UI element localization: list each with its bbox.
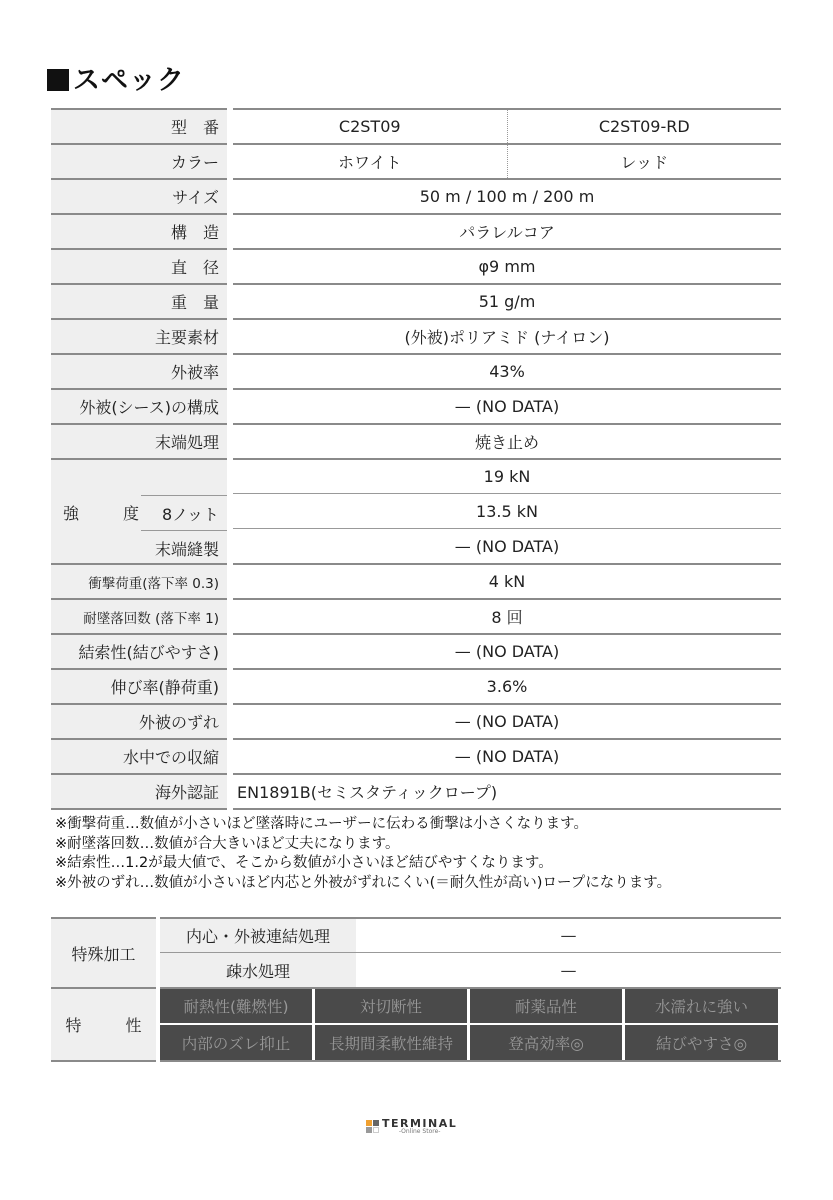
feature-cell: 対切断性 (315, 989, 467, 1023)
strength-sub-label (141, 460, 227, 495)
color-red: レッド (507, 145, 782, 178)
spec-row (51, 563, 781, 598)
model-red: C2ST09-RD (507, 110, 782, 143)
spec-value: 8 回 (233, 598, 781, 633)
spec-row (51, 213, 781, 248)
spec-row-model (51, 108, 781, 143)
spec-row (51, 318, 781, 353)
spec-label: サイズ (51, 178, 227, 213)
processing-row (51, 917, 781, 987)
features-grid (160, 987, 781, 1060)
spec-label: カラー (51, 143, 227, 178)
feature-cell: 耐熱性(難燃性) (160, 989, 312, 1023)
strength-sub-label: 末端縫製 (141, 530, 227, 565)
spec-value: — (NO DATA) (233, 388, 781, 423)
feature-cell: 結びやすさ◎ (625, 1025, 778, 1060)
note: ※耐墜落回数…数値が合大きいほど丈夫になります。 (55, 835, 400, 852)
spec-value: — (NO DATA) (233, 738, 781, 773)
spec-value: 51 g/m (233, 283, 781, 318)
strength-value: — (NO DATA) (233, 528, 781, 563)
spec-row (51, 703, 781, 738)
spec-row (51, 633, 781, 668)
color-white: ホワイト (337, 153, 402, 172)
spec-value: 43% (233, 353, 781, 388)
spec-row (51, 668, 781, 703)
spec-value: — (NO DATA) (233, 703, 781, 738)
spec-table (51, 108, 781, 808)
spec-label: 伸び率(静荷重) (51, 668, 227, 703)
page-title: スペック (47, 58, 185, 97)
spec-label: 衝撃荷重(落下率 0.3) (51, 563, 227, 598)
processing-label: 特殊加工 (51, 917, 156, 987)
spec-value (233, 143, 781, 178)
logo-name: TERMINAL (382, 1117, 458, 1130)
spec-label: 重 量 (51, 283, 227, 318)
spec-label: 主要素材 (51, 318, 227, 353)
model-white: C2ST09 (338, 117, 401, 136)
logo-grid-icon (366, 1120, 379, 1133)
spec-row (51, 773, 781, 808)
spec-value: 焼き止め (233, 423, 781, 458)
spec-value: — (NO DATA) (233, 633, 781, 668)
feature-cell: 内部のズレ抑止 (160, 1025, 312, 1060)
spec-row (51, 388, 781, 423)
spec-label: 直 径 (51, 248, 227, 283)
square-bullet-icon (47, 69, 69, 91)
spec-row (51, 423, 781, 458)
spec-label: 海外認証 (51, 773, 227, 808)
features-label: 特 性 (51, 987, 156, 1060)
special-table (51, 917, 781, 1062)
processing-item-value: — (356, 917, 781, 952)
spec-label: 末端処理 (51, 423, 227, 458)
spec-value: 4 kN (233, 563, 781, 598)
features-row (51, 987, 781, 1060)
processing-item-value: — (356, 952, 781, 987)
spec-label: 結索性(結びやすさ) (51, 633, 227, 668)
feature-cell: 長期間柔軟性維持 (315, 1025, 467, 1060)
processing-item-label: 内心・外被連結処理 (160, 917, 356, 952)
spec-label: 外被率 (51, 353, 227, 388)
note: ※外被のずれ…数値が小さいほど内芯と外被がずれにくい(＝耐久性が高い)ロープになります。 (55, 874, 672, 891)
feature-cell: 登高効率◎ (470, 1025, 622, 1060)
note: ※衝撃荷重…数値が小さいほど墜落時にユーザーに伝わる衝撃は小さくなります。 (55, 816, 588, 832)
logo-subtitle: -Online Store- (398, 1128, 441, 1135)
store-logo[interactable] (366, 1118, 457, 1135)
spec-label: 外被のずれ (51, 703, 227, 738)
spec-value: 50 m / 100 m / 200 m (233, 178, 781, 213)
spec-label: 外被(シース)の構成 (51, 388, 227, 423)
feature-cell: 水濡れに強い (625, 989, 778, 1023)
strength-value: 13.5 kN (233, 493, 781, 528)
spec-row (51, 283, 781, 318)
spec-row (51, 353, 781, 388)
spec-label: 構 造 (51, 213, 227, 248)
processing-item-label: 疎水処理 (160, 952, 356, 987)
spec-value: (外被)ポリアミド (ナイロン) (233, 318, 781, 353)
spec-label: 水中での収縮 (51, 738, 227, 773)
spec-value: EN1891B(セミスタティックロープ) (233, 773, 781, 808)
strength-sub-label: 8ノット (141, 495, 227, 530)
strength-label: 強 度 (63, 504, 154, 523)
spec-row-color (51, 143, 781, 178)
note: ※結索性…1.2が最大値で、そこから数値が小さいほど結びやすくなります。 (55, 855, 553, 871)
notes (55, 815, 671, 893)
spec-row (51, 178, 781, 213)
spec-row (51, 598, 781, 633)
spec-label: 耐墜落回数 (落下率 1) (51, 598, 227, 633)
feature-cell: 耐薬品性 (470, 989, 622, 1023)
spec-row (51, 248, 781, 283)
spec-label: 型 番 (51, 108, 227, 143)
strength-value: 19 kN (233, 458, 781, 493)
spec-value: φ9 mm (233, 248, 781, 283)
spec-value: パラレルコア (233, 213, 781, 248)
spec-row-strength (51, 458, 781, 563)
spec-value: 3.6% (233, 668, 781, 703)
spec-value (233, 108, 781, 143)
spec-row (51, 738, 781, 773)
